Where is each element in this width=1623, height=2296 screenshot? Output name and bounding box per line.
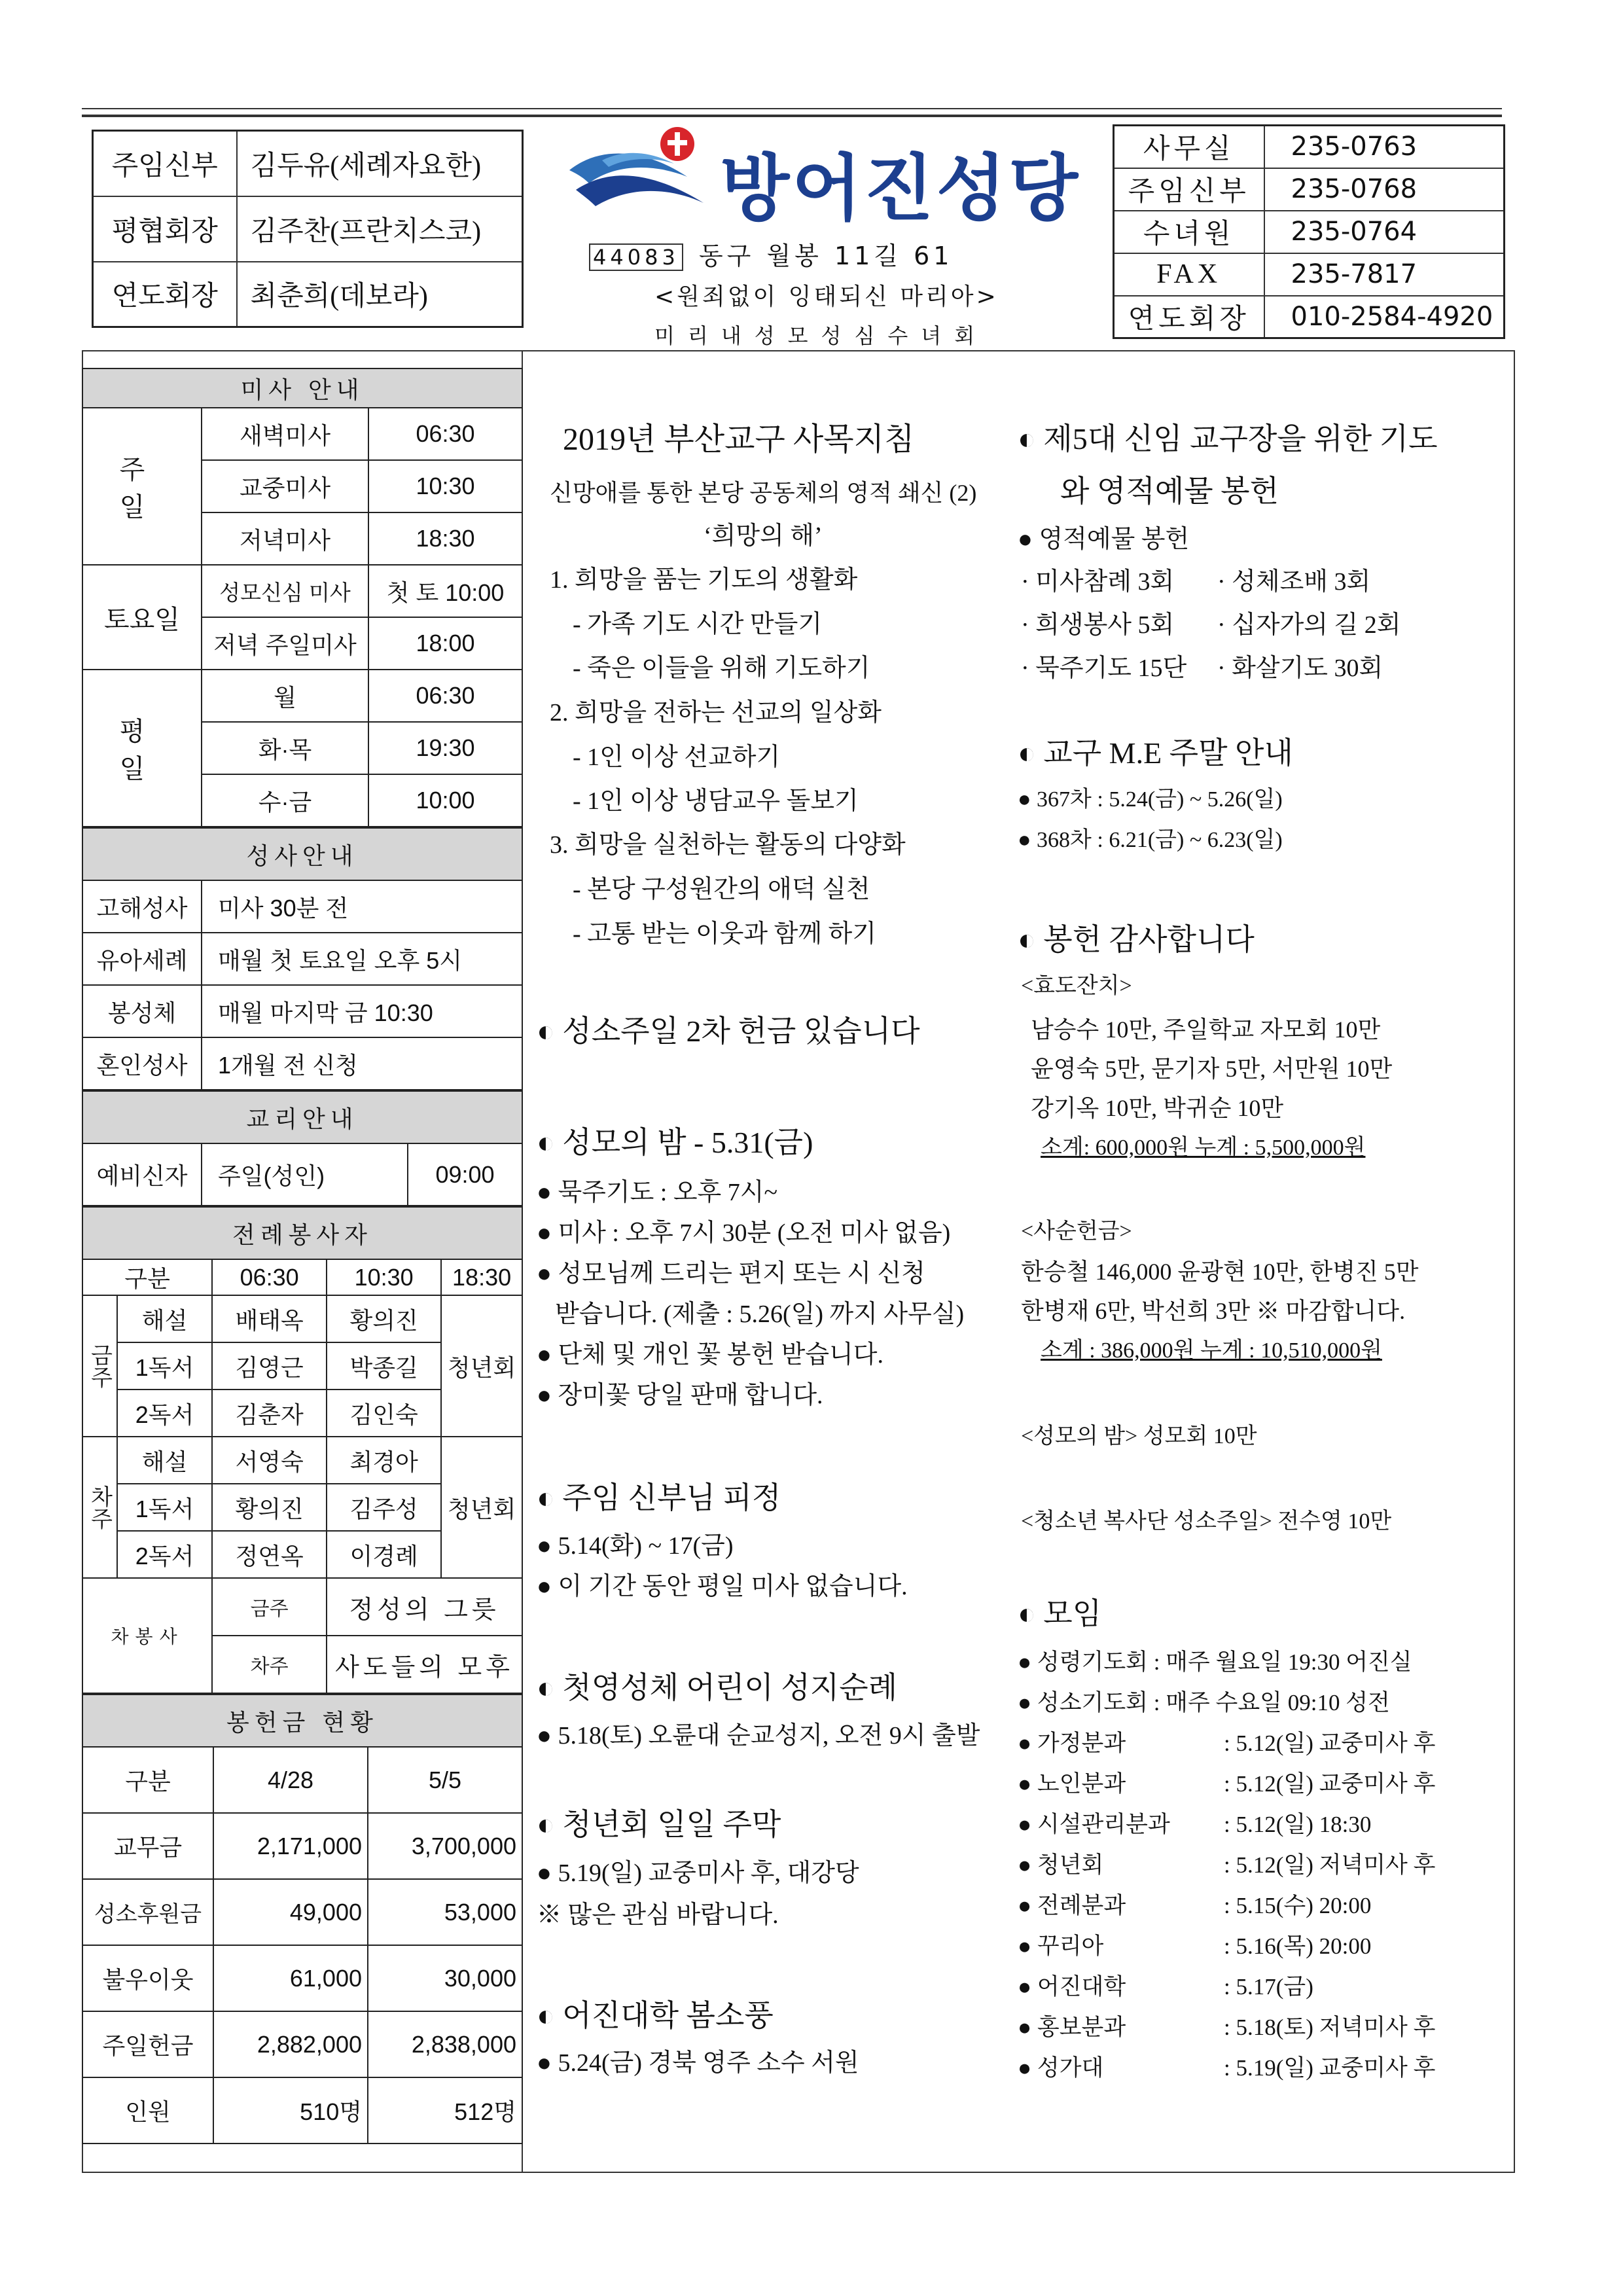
- meeting-time: : 5.12(일) 교중미사 후: [1224, 1771, 1436, 1797]
- liturgy-person: 황의진: [212, 1484, 327, 1531]
- contact-label: 수녀원: [1114, 211, 1264, 253]
- sasun-line: 한병재 6만, 박선희 3만 ※ 마감합니다.: [1021, 1298, 1406, 1324]
- thanks-title: 봉헌 감사합니다: [1043, 923, 1255, 956]
- prayer-item: · 희생봉사 5회: [1021, 611, 1175, 639]
- pilgrim-heading: [537, 1673, 897, 1703]
- hyodo-line: 윤영숙 5만, 문기자 5만, 서만원 10만: [1031, 1056, 1393, 1082]
- contact-value: 235-7817: [1264, 253, 1505, 296]
- half-circle-icon: ◐: [1018, 923, 1036, 956]
- mass-day-saturday: 토요일: [82, 565, 202, 670]
- half-circle-icon: ◐: [1018, 422, 1036, 456]
- pastoral-item: - 고통 받는 이웃과 함께 하기: [573, 920, 876, 948]
- me-title: 교구 M.E 주말 안내: [1043, 736, 1293, 770]
- meeting-item: ● 성령기도회 : 매주 월요일 19:30 어진실: [1018, 1649, 1412, 1675]
- liturgy-person: 최경아: [327, 1437, 441, 1484]
- college-title: 어진대학 봄소풍: [562, 1999, 774, 2032]
- prayer-item: · 미사참례 3회: [1021, 568, 1175, 596]
- youth-item: ※ 많은 관심 바랍니다.: [537, 1901, 779, 1929]
- prayer-item: · 십자가의 길 2회: [1217, 611, 1401, 639]
- this-week-label: 금주: [212, 1578, 327, 1636]
- pastoral-item: - 죽은 이들을 위해 기도하기: [573, 655, 870, 682]
- sacrament-label: 혼인성사: [82, 1037, 202, 1090]
- half-circle-icon: ◐: [537, 1671, 555, 1704]
- meeting-time: : 5.12(일) 저녁미사 후: [1224, 1852, 1436, 1878]
- offering-value: 61,000: [213, 1945, 368, 2011]
- pastoral-item: 3. 희망을 실천하는 활동의 다양화: [550, 831, 906, 859]
- info-value: 김두유(세례자요한): [237, 131, 523, 196]
- mass-time: 10:30: [368, 460, 522, 512]
- mass-name: 새벽미사: [202, 408, 368, 460]
- maynight-offering: <성모의 밤> 성모회 10만: [1021, 1424, 1257, 1448]
- liturgy-person: 배태옥: [212, 1295, 327, 1342]
- vocation-title: 성소주일 2차 헌금 있습니다: [562, 1014, 920, 1048]
- pastoral-item: 2. 희망을 전하는 선교의 일상화: [550, 699, 882, 726]
- retreat-heading: [537, 1483, 781, 1513]
- liturgy-role: 2독서: [117, 1531, 212, 1578]
- youth-item: ● 5.19(일) 교중미사 후, 대강당: [537, 1859, 859, 1887]
- pastoral-item: - 1인 이상 선교하기: [573, 744, 781, 771]
- pastoral-title: 2019년 부산교구 사목지침: [563, 422, 915, 457]
- sacrament-label: 유아세례: [82, 933, 202, 985]
- offering-label: 교무금: [82, 1813, 213, 1879]
- contact-value: 235-0764: [1264, 211, 1505, 253]
- mass-name: 월: [202, 670, 368, 722]
- liturgy-header: 06:30: [212, 1259, 327, 1295]
- mass-name: 수·금: [202, 774, 368, 827]
- may-item: 받습니다. (제출 : 5.26(일) 까지 사무실): [555, 1300, 965, 1328]
- meeting-time: : 5.16(목) 20:00: [1224, 1933, 1372, 1959]
- liturgy-role: 해설: [117, 1437, 212, 1484]
- half-circle-icon: ◐: [1018, 1597, 1036, 1630]
- contact-value: 235-0768: [1264, 168, 1505, 211]
- next-week-label: 차주: [82, 1437, 117, 1578]
- sacrament-section-title: 성사안내: [82, 828, 522, 880]
- meeting-item: ● 성가대: [1018, 2055, 1104, 2081]
- info-value: 김주찬(프란치스코): [237, 196, 523, 262]
- mass-time: 첫 토 10:00: [368, 565, 522, 617]
- liturgy-group: 청년회: [441, 1295, 522, 1437]
- hyodo-line: 남승수 10만, 주일학교 자모회 10만: [1031, 1016, 1381, 1043]
- liturgy-group: 청년회: [441, 1437, 522, 1578]
- sacrament-table: [82, 827, 523, 1090]
- liturgy-person: 황의진: [327, 1295, 441, 1342]
- liturgy-person: 김춘자: [212, 1390, 327, 1437]
- offering-label: 불우이웃: [82, 1945, 213, 2011]
- next-week-servers: 사도들의 모후: [327, 1636, 522, 1693]
- contact-label: 사무실: [1114, 126, 1264, 168]
- meeting-item: ● 청년회: [1018, 1852, 1104, 1878]
- liturgy-person: 정연옥: [212, 1531, 327, 1578]
- hyodo-sum: 소계: 600,000원 누계 : 5,500,000원: [1041, 1136, 1366, 1160]
- half-circle-icon: ◐: [537, 1999, 555, 2032]
- mass-section-title: 미사 안내: [82, 368, 522, 408]
- half-circle-icon: ◐: [1018, 736, 1036, 770]
- middle-column: [524, 367, 1008, 2134]
- sasun-sum: 소계 : 386,000원 누계 : 10,510,000원: [1041, 1338, 1382, 1363]
- pastoral-item: - 가족 기도 시간 만들기: [573, 611, 823, 638]
- mass-name: 저녁 주일미사: [202, 617, 368, 670]
- offering-value: 510명: [213, 2077, 368, 2144]
- offering-value: 2,838,000: [368, 2011, 522, 2077]
- meeting-time: : 5.17(금): [1224, 1974, 1313, 2000]
- liturgy-table: [82, 1206, 523, 1694]
- doctrine-section-title: 교리안내: [82, 1091, 522, 1143]
- pastoral-item: - 1인 이상 냉담교우 돌보기: [573, 787, 859, 815]
- top-rule-thick: [82, 115, 1502, 117]
- offering-value: 2,171,000: [213, 1813, 368, 1879]
- address: 동구 월봉 11길 61: [698, 242, 954, 270]
- offering-value: 3,700,000: [368, 1813, 522, 1879]
- address-line: [589, 236, 953, 272]
- youth-sunday-offering: <청소년 복사단 성소주일> 전수영 10만: [1021, 1509, 1392, 1534]
- liturgy-person: 서영숙: [212, 1437, 327, 1484]
- meeting-item: ● 전례분과: [1018, 1893, 1126, 1918]
- thanks-heading: [1018, 925, 1255, 955]
- church-subtitle: <원죄없이 잉태되신 마리아>: [654, 283, 999, 310]
- offering-label: 인원: [82, 2077, 213, 2144]
- meeting-time: : 5.19(일) 교중미사 후: [1224, 2055, 1436, 2081]
- may-item: ● 장미꽃 당일 판매 합니다.: [537, 1382, 823, 1409]
- mass-time: 06:30: [368, 408, 522, 460]
- meeting-time: : 5.12(일) 18:30: [1224, 1812, 1372, 1837]
- info-row: [93, 262, 523, 327]
- mass-time: 18:30: [368, 512, 522, 565]
- liturgy-header: 구분: [82, 1259, 212, 1295]
- contact-row: [1114, 253, 1505, 296]
- mass-time: 19:30: [368, 722, 522, 774]
- may-heading: [537, 1128, 813, 1158]
- liturgy-role: 1독서: [117, 1484, 212, 1531]
- liturgy-section-title: 전례봉사자: [82, 1207, 522, 1259]
- mass-name: 성모신심 미사: [202, 565, 368, 617]
- meeting-time: : 5.12(일) 교중미사 후: [1224, 1731, 1436, 1756]
- doctrine-value: 주일(성인): [202, 1143, 408, 1206]
- hyodo-line: 강기옥 10만, 박귀순 10만: [1031, 1095, 1284, 1121]
- info-row: [93, 131, 523, 196]
- meeting-item: ● 가정분과: [1018, 1731, 1126, 1756]
- prayer-heading: [1018, 424, 1438, 454]
- meeting-item: ● 홍보분과: [1018, 2015, 1126, 2040]
- contact-row: [1114, 211, 1505, 253]
- me-item: ● 367차 : 5.24(금) ~ 5.26(일): [1018, 787, 1283, 812]
- may-item: ● 묵주기도 : 오후 7시~: [537, 1179, 778, 1206]
- college-item: ● 5.24(금) 경북 영주 소수 서원: [537, 2049, 859, 2077]
- info-label: 평협회장: [93, 196, 237, 262]
- liturgy-person: 김인숙: [327, 1390, 441, 1437]
- sasun-line: 한승철 146,000 윤광현 10만, 한병진 5만: [1021, 1259, 1419, 1285]
- sacrament-value: 매월 마지막 금 10:30: [202, 985, 522, 1037]
- doctrine-table: [82, 1090, 523, 1206]
- servers-label: 차봉사: [82, 1578, 212, 1693]
- this-week-label: 금주: [82, 1295, 117, 1437]
- liturgy-person: 이경례: [327, 1531, 441, 1578]
- youth-title: 청년회 일일 주막: [562, 1808, 781, 1841]
- college-heading: [537, 2001, 774, 2031]
- pastoral-item: - 본당 구성원간의 애덕 실천: [573, 876, 870, 903]
- contact-row: [1114, 126, 1505, 168]
- half-circle-icon: ◐: [537, 1481, 555, 1515]
- meeting-item: ● 어진대학: [1018, 1974, 1126, 2000]
- clergy-info-table: [92, 130, 524, 328]
- contact-row: [1114, 168, 1505, 211]
- liturgy-person: 박종길: [327, 1342, 441, 1390]
- mass-day-weekday: 평 일: [82, 670, 202, 827]
- pilgrim-item: ● 5.18(토) 오륜대 순교성지, 오전 9시 출발: [537, 1722, 980, 1749]
- retreat-item: ● 5.14(화) ~ 17(금): [537, 1532, 734, 1560]
- pastoral-subtitle: 신망애를 통한 본당 공동체의 영적 쇄신 (2): [550, 480, 977, 506]
- liturgy-role: 2독서: [117, 1390, 212, 1437]
- meeting-title: 모임: [1043, 1597, 1102, 1630]
- youth-heading: [537, 1810, 781, 1840]
- offering-label: 주일헌금: [82, 2011, 213, 2077]
- liturgy-person: 김주성: [327, 1484, 441, 1531]
- meeting-item: ● 노인분과: [1018, 1771, 1126, 1797]
- offering-value: 49,000: [213, 1879, 368, 1945]
- offering-header: 4/28: [213, 1747, 368, 1813]
- mass-table: [82, 368, 523, 827]
- info-label: 연도회장: [93, 262, 237, 327]
- church-name: 방어진성당: [720, 147, 1081, 230]
- info-value: 최춘희(데보라): [237, 262, 523, 327]
- liturgy-header: 18:30: [441, 1259, 522, 1295]
- half-circle-icon: ◐: [537, 1126, 555, 1159]
- religious-order: 미리내성모성심수녀회: [654, 323, 988, 348]
- offering-value: 2,882,000: [213, 2011, 368, 2077]
- offering-header: 구분: [82, 1747, 213, 1813]
- liturgy-role: 해설: [117, 1295, 212, 1342]
- prayer-item: · 화살기도 30회: [1217, 655, 1383, 682]
- church-logo: [563, 124, 713, 223]
- prayer-title-2: 와 영적예물 봉헌: [1060, 475, 1279, 508]
- contact-row: [1114, 296, 1505, 338]
- me-heading: [1018, 738, 1293, 768]
- hyodo-label: <효도잔치>: [1021, 974, 1132, 998]
- offering-table: [82, 1694, 523, 2144]
- half-circle-icon: ◐: [537, 1014, 555, 1048]
- offering-value: 30,000: [368, 1945, 522, 2011]
- may-item: ● 성모님께 드리는 편지 또는 시 신청: [537, 1260, 925, 1287]
- may-item: ● 단체 및 개인 꽃 봉헌 받습니다.: [537, 1341, 883, 1369]
- next-week-label: 차주: [212, 1636, 327, 1693]
- mass-time: 18:00: [368, 617, 522, 670]
- info-label: 주임신부: [93, 131, 237, 196]
- retreat-item: ● 이 기간 동안 평일 미사 없습니다.: [537, 1573, 908, 1600]
- doctrine-label: 예비신자: [82, 1143, 202, 1206]
- offering-section-title: 봉헌금 현황: [82, 1695, 522, 1747]
- may-item: ● 미사 : 오후 7시 30분 (오전 미사 없음): [537, 1219, 951, 1247]
- prayer-head: ● 영적예물 봉헌: [1018, 526, 1190, 553]
- meeting-item: ● 꾸리아: [1018, 1933, 1104, 1959]
- prayer-title: 제5대 신임 교구장을 위한 기도: [1043, 422, 1438, 456]
- mass-day-sunday: 주 일: [82, 408, 202, 565]
- mass-time: 10:00: [368, 774, 522, 827]
- mass-name: 저녁미사: [202, 512, 368, 565]
- liturgy-person: 김영근: [212, 1342, 327, 1390]
- me-item: ● 368차 : 6.21(금) ~ 6.23(일): [1018, 828, 1283, 852]
- pastoral-item: 1. 희망을 품는 기도의 생활화: [550, 566, 858, 594]
- logo-wave-icon: [563, 124, 713, 223]
- half-circle-icon: ◐: [537, 1808, 555, 1841]
- contact-label: 주임신부: [1114, 168, 1264, 211]
- meeting-heading: [1018, 1599, 1101, 1629]
- sasun-label: <사순헌금>: [1021, 1219, 1132, 1244]
- pilgrim-title: 첫영성체 어린이 성지순례: [562, 1671, 898, 1704]
- mass-name: 화·목: [202, 722, 368, 774]
- sacrament-value: 1개월 전 신청: [202, 1037, 522, 1090]
- postal-code: 44083: [589, 243, 683, 271]
- contact-label: FAX: [1114, 253, 1264, 296]
- pastoral-year: ‘희망의 해’: [704, 522, 823, 550]
- sacrament-value: 매월 첫 토요일 오후 5시: [202, 933, 522, 985]
- contact-table: [1113, 124, 1505, 339]
- offering-value: 53,000: [368, 1879, 522, 1945]
- right-column: [1008, 367, 1512, 2134]
- offering-label: 성소후원금: [82, 1879, 213, 1945]
- left-column: [82, 368, 523, 2144]
- vocation-heading: [537, 1016, 920, 1047]
- prayer-item: · 성체조배 3회: [1217, 568, 1371, 596]
- contact-value: 010-2584-4920: [1264, 296, 1505, 338]
- offering-value: 512명: [368, 2077, 522, 2144]
- mass-time: 06:30: [368, 670, 522, 722]
- meeting-time: : 5.18(토) 저녁미사 후: [1224, 2015, 1436, 2040]
- meeting-item: ● 성소기도회 : 매주 수요일 09:10 성전: [1018, 1690, 1390, 1715]
- sacrament-value: 미사 30분 전: [202, 880, 522, 933]
- offering-header: 5/5: [368, 1747, 522, 1813]
- doctrine-time: 09:00: [408, 1143, 522, 1206]
- prayer-item: · 묵주기도 15단: [1021, 655, 1187, 682]
- contact-label: 연도회장: [1114, 296, 1264, 338]
- may-title: 성모의 밤 - 5.31(금): [562, 1126, 813, 1159]
- meeting-time: : 5.15(수) 20:00: [1224, 1893, 1372, 1918]
- liturgy-header: 10:30: [327, 1259, 441, 1295]
- retreat-title: 주임 신부님 피정: [562, 1481, 781, 1515]
- meeting-item: ● 시설관리분과: [1018, 1812, 1170, 1837]
- info-row: [93, 196, 523, 262]
- top-rule: [82, 108, 1502, 109]
- sacrament-label: 봉성체: [82, 985, 202, 1037]
- mass-name: 교중미사: [202, 460, 368, 512]
- contact-value: 235-0763: [1264, 126, 1505, 168]
- liturgy-role: 1독서: [117, 1342, 212, 1390]
- this-week-servers: 정성의 그릇: [327, 1578, 522, 1636]
- sacrament-label: 고해성사: [82, 880, 202, 933]
